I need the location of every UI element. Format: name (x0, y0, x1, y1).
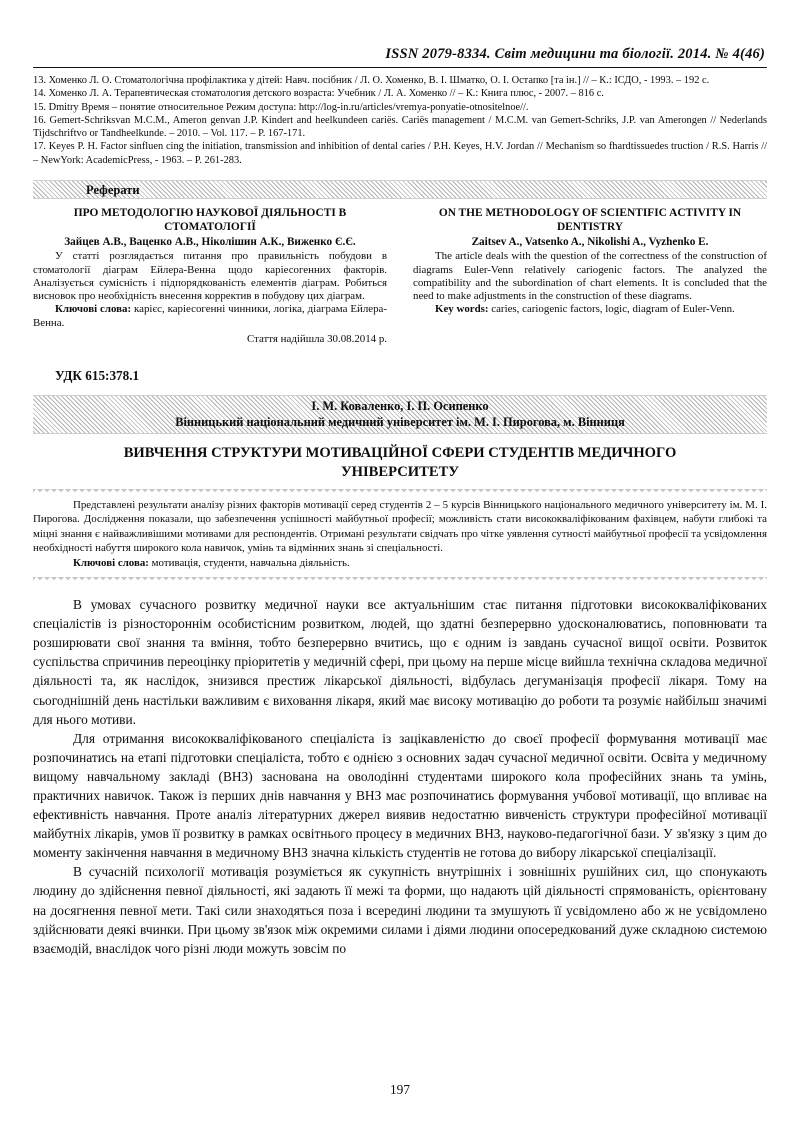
body-paragraph: В умовах сучасного розвитку медичної науки все актуальнішим стає питання підготовки висококваліфікованих спеціалістів із різностороннім особистісним розвитком, людей, що здатні безперервно удосконалюватись, поповнювати та розширювати свої знання та вміння, тобто безперервно вчитись, що є одним із завдань сучасної вищої освіти. Розвиток суспільства спричинив переоцінку пріоритетів у медичній сфері, при цьому на перше місце вийшла технічна складова медичної діяльності та, як наслідок, знизився престиж лікарської діяльності, відбулась дегуманізація професії лікаря. Тому на сьогоднішній день настільки важливим є виховання лікаря, який має високу мотивацію до роботи та розуміє найбільш значимі для нього мотиви. (33, 597, 767, 727)
abstract-en-authors: Zaitsev A., Vatsenko A., Nikolishi A., Vyzhenko E. (471, 236, 709, 249)
abstract-ukrainian (33, 207, 387, 346)
reference-item: 13. Хоменко Л. О. Стоматологічна профілактика у дітей: Навч. посібник / Л. О. Хоменко, В. І. Шматко, О. І. Остапко [та ін.] // – К.: ІСДО, - 1993. – 192 с. (33, 75, 710, 86)
running-head-rule (33, 67, 767, 68)
zigzag-rule-bottom (33, 577, 767, 583)
reference-item: 17. Keyes P. H. Factor sinfluen cing the initiation, transmission and inhibition of dental caries / P.H. Keyes, H.V. Jordan // Mechanism so fhardtissuedes truction / R.S. Harris // – NewYork: AcademicPress, - 1963. – P. 261-283. (33, 141, 767, 166)
reference-item: 14. Хоменко Л. А. Терапевтическая стоматология детского возраста: Учебник / Л. А. Хоменко // – К.: Книга плюс, - 2007. – 816 с. (33, 88, 604, 100)
article-authors: І. М. Коваленко, І. П. Осипенко (311, 399, 489, 414)
abstract-uk-title: ПРО МЕТОДОЛОГІЮ НАУКОВОЇ ДІЯЛЬНОСТІ В СТОМАТОЛОГІЇ (73, 207, 347, 233)
article-keywords-value: мотивація, студенти, навчальна діяльність. (148, 556, 350, 569)
abstract-uk-authors: Зайцев А.В., Ваценко А.В., Ніколішин А.К., Виженко Є.Є. (64, 236, 356, 249)
abstract-uk-keywords (33, 303, 387, 330)
article-body (33, 595, 767, 958)
reference-item: 15. Dmitry Время – понятие относительное Режим доступа: http://log-in.ru/articles/vremya-ponyatie-otnositelnoe//. (33, 101, 529, 113)
abstract-en-body (413, 250, 767, 316)
abstracts-columns (33, 207, 767, 346)
abstract-uk-keywords-value: карієс, каріесогенні чинники, логіка, діаграма Ейлера-Венна. (33, 303, 388, 329)
abstract-uk-text: У статті розглядається питання про правильність побудови в стоматології діаграм Ейлера-Венна щодо каріесогенних факторів. Аналізується сумісність і підпорядкованість елементів діаграм. Робиться висновок про необхідність внесення корректив в побудову цих діаграм. (33, 250, 387, 303)
abstract-uk-received-date: Стаття надійшла 30.08.2014 р. (246, 333, 387, 346)
abstract-english (413, 207, 767, 346)
article-title: ВИВЧЕННЯ СТРУКТУРИ МОТИВАЦІЙНОЇ СФЕРИ СТУДЕНТІВ МЕДИЧНОГО УНІВЕРСИТЕТУ (123, 445, 677, 481)
abstract-uk-keywords-label: Ключові слова: (55, 303, 132, 316)
abstract-en-keywords (413, 303, 767, 316)
article-keywords (33, 556, 767, 570)
article-abstract-text: Представлені результати аналізу різних факторів мотивації серед студентів 2 – 5 курсів Вінницького національного медичного університету ім. М. І. Пирогова. Дослідження показали, що забезпечення успішності майбутньої професії; можливість стати висококваліфікованим фахівцем, набути глибокі та міцні знання є найважливішими мотивами для респондентів. Отримані результати свідчать про чітке уявлення сутності майбутньої професії та усвідомлення необхідності набуття широкого кола навичок, умінь та відмінних знань зі спеціальності. (33, 499, 767, 555)
reference-item: 16. Gemert-Schriksvan M.C.M., Ameron genvan J.P. Kindert and heelkundeen cariës. Cariës management / M.C.M. van Gemert-Schriks, J.P. van Amerongen // Nederlands Tijdschriftvo or Tandheelkunde. – 2010. – Vol. 117. – P. 167-171. (33, 114, 767, 140)
running-head: ISSN 2079-8334. Світ медицини та біології. 2014. № 4(46) (385, 46, 765, 62)
article-affiliation: Вінницький національний медичний університет ім. М. І. Пирогова, м. Вінниця (175, 415, 625, 430)
abstract-en-keywords-value: caries, cariogenic factors, logic, diagram of Euler-Venn. (488, 303, 735, 316)
udc-code: УДК 615:378.1 (55, 368, 140, 384)
article-author-band (33, 395, 767, 434)
zigzag-rule-top (33, 489, 767, 495)
abstracts-section-band (33, 180, 767, 199)
article-keywords-label: Ключові слова: (73, 556, 149, 569)
abstract-uk-body (33, 250, 387, 330)
page-number: 197 (389, 1082, 411, 1097)
article-abstract (33, 498, 767, 570)
abstract-en-title: ON THE METHODOLOGY OF SCIENTIFIC ACTIVITY IN DENTISTRY (438, 207, 742, 233)
body-paragraph: В сучасній психології мотивація розуміється як сукупність внутрішніх і зовнішніх рушійних сил, що спонукають людину до здійснення певної діяльності, які задають її межі та форми, що надають цій діяльності спрямованість, орієнтовану на досягнення певної мети. Такі сили знаходяться поза і всередині людини та змушують її усвідомлено або ж не усвідомлено здійснювати деякі вчинки. При цьому зв'язок між окремими силами і діями людини опосередкований дуже складною системою взаємодій, внаслідок чого різні люди можуть зовсім по (33, 864, 767, 956)
body-paragraph: Для отримання висококваліфікованого спеціаліста із зацікавленістю до своєї професії формування мотивації має розпочинатись на етапі підготовки спеціаліста, тобто є однією з основних задач сучасної медичної освіти. Освіта у медичному вищому навчальному закладі (ВНЗ) заснована на оволодінні студентами широкого кола професійних знань та умінь, практичних навичок. Також із перших днів навчання у ВНЗ має розпочинатись формування учбової мотивації, що впливає на ефективність навчання. Проте аналіз літературних джерел виявив недостатню вивченість структури професійної мотивації майбутніх лікарів, умов її розвитку в рамках освітнього процесу в медичних ВНЗ, науково-педагогічної бази. У зв'язку з цим до моменту закінчення навчання в медичному ВНЗ значна кількість студентів не готова до вибору лікарської спеціалізації. (33, 730, 767, 861)
abstract-en-keywords-label: Key words: (435, 303, 489, 316)
reference-list (33, 74, 767, 167)
abstracts-section-label: Реферати (86, 183, 140, 198)
abstract-en-text: The article deals with the question of the correctness of the construction of diagrams Euler-Venn relatively cariogenic factors. The analyzed the compatibility and the subordination of chart elements. It is concluded that the need to make adjustments in the construction of these diagrams. (413, 250, 767, 303)
